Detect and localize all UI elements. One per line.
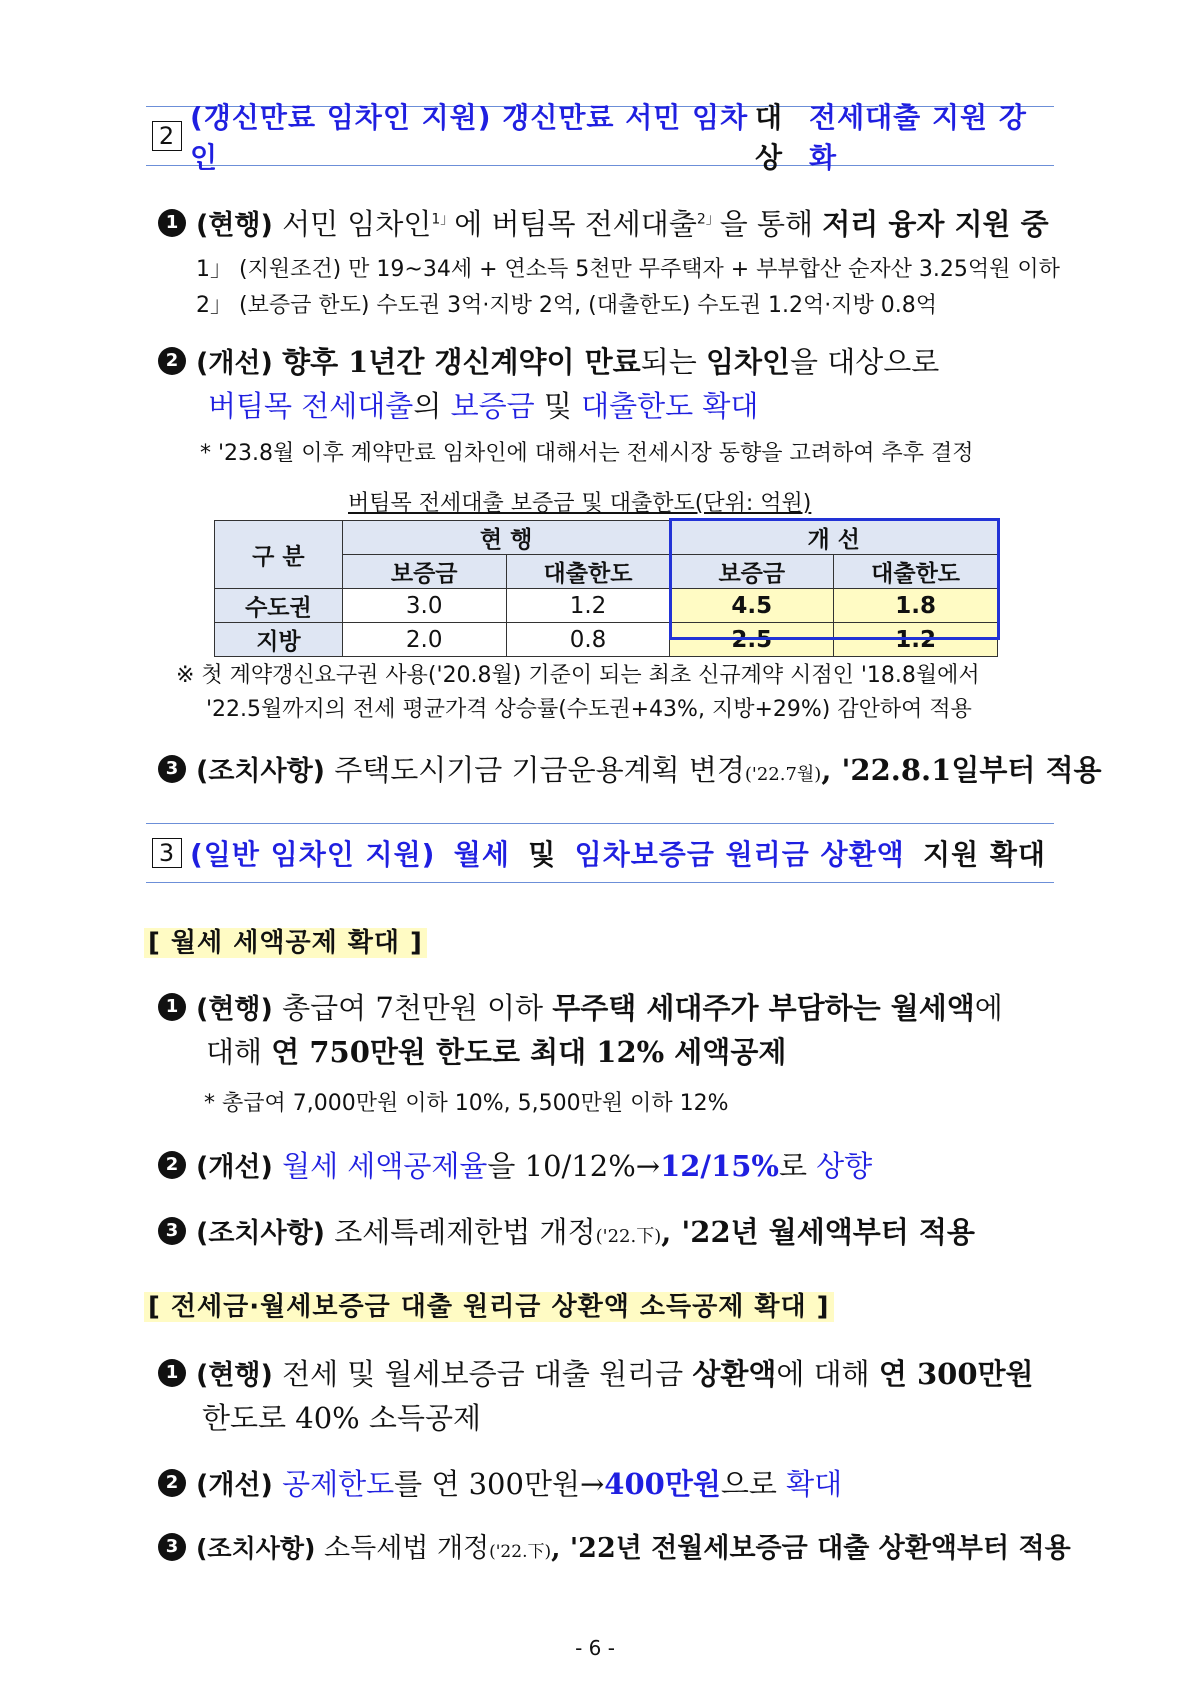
- s3b-paragraph-2: [158, 1462, 842, 1503]
- section-2-title-c: 전세대출 지원 강화: [809, 101, 1027, 174]
- header-current: 현 행: [342, 521, 670, 555]
- text: ('22.7월): [744, 764, 822, 785]
- s2-paragraph-1: [158, 202, 1049, 243]
- section-number-box: 3: [152, 838, 182, 868]
- text: 을 10/12%→: [487, 1149, 661, 1183]
- cell: 1.2: [834, 623, 998, 657]
- section-3-title-e: 지원 확대: [923, 838, 1046, 871]
- s3b-paragraph-1: [158, 1352, 1034, 1393]
- note-2a: ※ 첫 계약갱신요구권 사용('20.8월) 기준이 되는 최초 신규계약 시점인 '18.8월에서: [176, 663, 980, 688]
- footnote-2: 2」 (보증금 한도) 수도권 3억·지방 2억, (대출한도) 수도권 1.2억·지방 0.8억: [196, 293, 938, 318]
- bullet-icon: 3: [158, 1217, 186, 1245]
- subheading-text: [ 전세금·월세보증금 대출 원리금 상환액 소득공제 확대 ]: [144, 1292, 834, 1322]
- header-improved: 개 선: [670, 521, 998, 555]
- footnote-mark: 1」: [431, 211, 455, 228]
- section-3-header: [146, 823, 1054, 883]
- s3-paragraph-1: [158, 986, 1003, 1027]
- cell: 2.5: [670, 623, 834, 657]
- tag: (조치사항): [196, 1534, 316, 1563]
- s3-paragraph-3: [158, 1210, 975, 1251]
- s2-paragraph-3: [158, 748, 1102, 789]
- bullet-icon: 3: [158, 1533, 186, 1561]
- tag: (개선): [196, 348, 273, 379]
- text: 대출한도 확대: [581, 389, 759, 423]
- s3b-paragraph-1-cont: 한도로 40% 소득공제: [202, 1401, 481, 1435]
- highlight-box: [669, 518, 1000, 640]
- text: 서민 임차인: [282, 207, 432, 241]
- cell-region: 수도권: [215, 589, 343, 623]
- bullet-icon: 1: [158, 993, 186, 1021]
- note-1: * '23.8월 이후 계약만료 임차인에 대해서는 전세시장 동향을 고려하여 추후 결정: [200, 441, 974, 466]
- text: 를 연 300만원→: [394, 1467, 605, 1501]
- header-deposit: 보증금: [670, 555, 834, 589]
- text: 소득세법 개정: [324, 1533, 490, 1564]
- text: 대해: [206, 1035, 263, 1069]
- header-gubun: 구 분: [215, 521, 343, 589]
- text: 상환액: [692, 1357, 777, 1391]
- s2-paragraph-2-cont: [208, 384, 758, 425]
- tag: (개선): [196, 1470, 273, 1501]
- text: 총급여 7천만원 이하: [282, 991, 544, 1025]
- text: 월세 세액공제율: [282, 1149, 488, 1183]
- text: 전세 및 월세보증금 대출 원리금: [282, 1357, 684, 1391]
- tag: (현행): [196, 210, 273, 241]
- text: 연 300만원: [878, 1357, 1034, 1391]
- text: , '22년 월세액부터 적용: [661, 1215, 975, 1249]
- cell: 1.8: [834, 589, 998, 623]
- footnote-1: 1」 (지원조건) 만 19~34세 + 연소득 5천만 무주택자 + 부부합산 순자산 3.25억원 이하: [196, 257, 1060, 282]
- text: 을 통해: [719, 207, 814, 241]
- subheading-2: [144, 1286, 834, 1323]
- tag: (조치사항): [196, 756, 326, 787]
- text: 에 버팀목 전세대출: [454, 207, 697, 241]
- s3-paragraph-1-cont: [206, 1030, 786, 1071]
- text: 400만원: [604, 1467, 721, 1501]
- text: 보증금: [450, 389, 535, 423]
- text: 의: [413, 389, 442, 423]
- cell: 3.0: [342, 589, 506, 623]
- text: 에: [974, 991, 1003, 1025]
- header-limit: 대출한도: [506, 555, 670, 589]
- note-3: * 총급여 7,000만원 이하 10%, 5,500만원 이하 12%: [204, 1091, 729, 1116]
- text: 을 대상으로: [789, 345, 940, 379]
- text: 조세특례제한법 개정: [334, 1215, 596, 1249]
- text: 로: [778, 1149, 807, 1183]
- subheading-1: [144, 922, 427, 959]
- s3b-paragraph-3: [158, 1526, 1071, 1565]
- text: 상향: [816, 1149, 873, 1183]
- header-deposit: 보증금: [342, 555, 506, 589]
- section-3-title-a: (일반 임차인 지원): [190, 838, 436, 871]
- cell: 0.8: [506, 623, 670, 657]
- cell: 2.0: [342, 623, 506, 657]
- text: 확대: [786, 1467, 843, 1501]
- section-3-title-c: 및: [528, 838, 557, 871]
- section-2-title-a: (갱신만료 임차인 지원) 갱신만료 서민 임차인: [190, 101, 749, 174]
- text: 으로: [720, 1467, 777, 1501]
- text: 연 750만원 한도로 최대 12% 세액공제: [271, 1035, 787, 1069]
- footnote-mark: 2」: [696, 211, 720, 228]
- text: 저리 융자 지원 중: [822, 207, 1049, 241]
- page-number: - 6 -: [575, 1636, 615, 1660]
- table-caption: 버팀목 전세대출 보증금 및 대출한도(단위: 억원): [348, 491, 812, 516]
- s2-paragraph-2: [158, 340, 939, 381]
- note-2b: '22.5월까지의 전세 평균가격 상승률(수도권+43%, 지방+29%) 감안하여 적용: [206, 697, 972, 722]
- tag: (현행): [196, 1360, 273, 1391]
- text: 12/15%: [660, 1149, 779, 1183]
- tag: (현행): [196, 994, 273, 1025]
- bullet-icon: 1: [158, 209, 186, 237]
- text: 임차인: [705, 345, 790, 379]
- text: ('22.下): [595, 1226, 662, 1247]
- text: 주택도시기금 기금운용계획 변경: [334, 753, 745, 787]
- text: 에 대해: [776, 1357, 870, 1391]
- section-2-header: [146, 101, 1054, 174]
- section-3-title-b: 월세: [453, 838, 510, 871]
- s3-paragraph-2: [158, 1144, 872, 1185]
- cell: 1.2: [506, 589, 670, 623]
- bullet-icon: 1: [158, 1359, 186, 1387]
- cell: 4.5: [670, 589, 834, 623]
- bullet-icon: 2: [158, 1469, 186, 1497]
- bullet-icon: 2: [158, 1151, 186, 1179]
- text: , '22년 전월세보증금 대출 상환액부터 적용: [551, 1533, 1071, 1564]
- text: 및: [543, 389, 572, 423]
- text: 무주택 세대주가 부담하는 월세액: [552, 991, 975, 1025]
- tag: (개선): [196, 1152, 273, 1183]
- text: 공제한도: [282, 1467, 395, 1501]
- bullet-icon: 2: [158, 347, 186, 375]
- header-limit: 대출한도: [834, 555, 998, 589]
- text: 되는: [640, 345, 697, 379]
- section-3-title-d: 임차보증금 원리금 상환액: [574, 838, 905, 871]
- bullet-icon: 3: [158, 755, 186, 783]
- section-2-title-b: 대상: [754, 101, 784, 174]
- text: 향후 1년간 갱신계약이 만료: [282, 345, 641, 379]
- tag: (조치사항): [196, 1218, 326, 1249]
- text: ('22.下): [489, 1542, 552, 1562]
- text: , '22.8.1일부터 적용: [821, 753, 1102, 787]
- subheading-text: [ 월세 세액공제 확대 ]: [144, 928, 427, 958]
- cell-region: 지방: [215, 623, 343, 657]
- text: 버팀목 전세대출: [208, 389, 414, 423]
- section-number-box: 2: [152, 121, 182, 151]
